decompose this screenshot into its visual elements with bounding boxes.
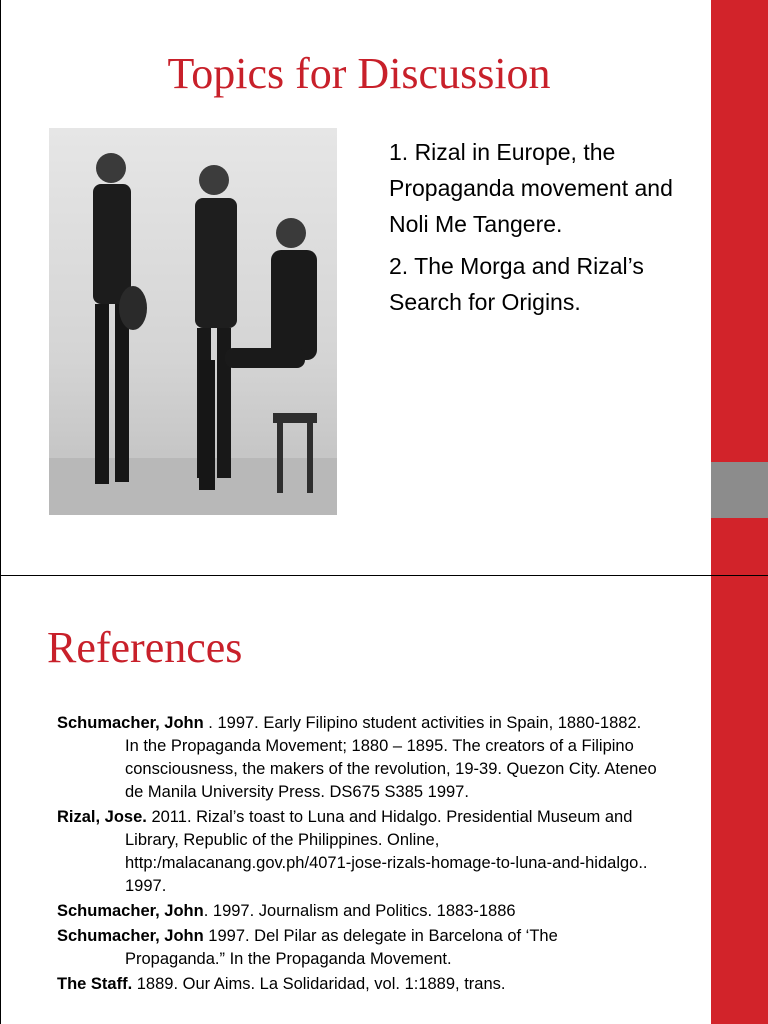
- reference-author: The Staff.: [57, 975, 133, 993]
- reference-author: Schumacher, John: [57, 714, 204, 732]
- topic-list: [389, 134, 689, 326]
- slide-title: References: [47, 623, 243, 672]
- reference-text: 1997. Del Pilar as delegate in Barcelona of ‘The Propaganda.” In the Propaganda Movement.: [125, 927, 558, 968]
- slide-title: Topics for Discussion: [167, 49, 551, 98]
- reference-text: . 1997. Journalism and Politics. 1883-1886: [203, 902, 516, 920]
- reference-item: [57, 900, 657, 923]
- reference-text: . 1997. Early Filipino student activities in Spain, 1880-1882. In the Propaganda Movement; 1880 – 1895. The creators of a Filipino consciousness, the makers of the revolution, 19-39. Quezon City. Ateneo de Manila University Press. DS675 S385 1997.: [125, 714, 657, 801]
- topic-item: 1. Rizal in Europe, the Propaganda movement and Noli Me Tangere.: [389, 139, 673, 237]
- reference-item: [57, 973, 657, 996]
- reference-item: [57, 806, 657, 898]
- slide-references: [0, 576, 768, 1024]
- reference-text: 1889. Our Aims. La Solidaridad, vol. 1:1889, trans.: [132, 975, 506, 993]
- accent-bar-gray-block: [711, 462, 768, 518]
- reference-list: [57, 712, 657, 998]
- reference-text: 2011. Rizal’s toast to Luna and Hidalgo. Presidential Museum and Library, Republic of the Philippines. Online, http:/malacanang.gov.ph/4071-jose-rizals-homage-to-luna-and-hidalgo.. 1997.: [125, 808, 648, 895]
- reference-author: Rizal, Jose.: [57, 808, 147, 826]
- reference-item: [57, 712, 657, 804]
- reference-item: [57, 925, 657, 971]
- accent-bar: [711, 576, 768, 1024]
- historical-photo: [49, 128, 337, 515]
- topic-item: 2. The Morga and Rizal’s Search for Origins.: [389, 253, 644, 315]
- reference-author: Schumacher, John: [57, 927, 204, 945]
- reference-author: Schumacher, John: [57, 902, 204, 920]
